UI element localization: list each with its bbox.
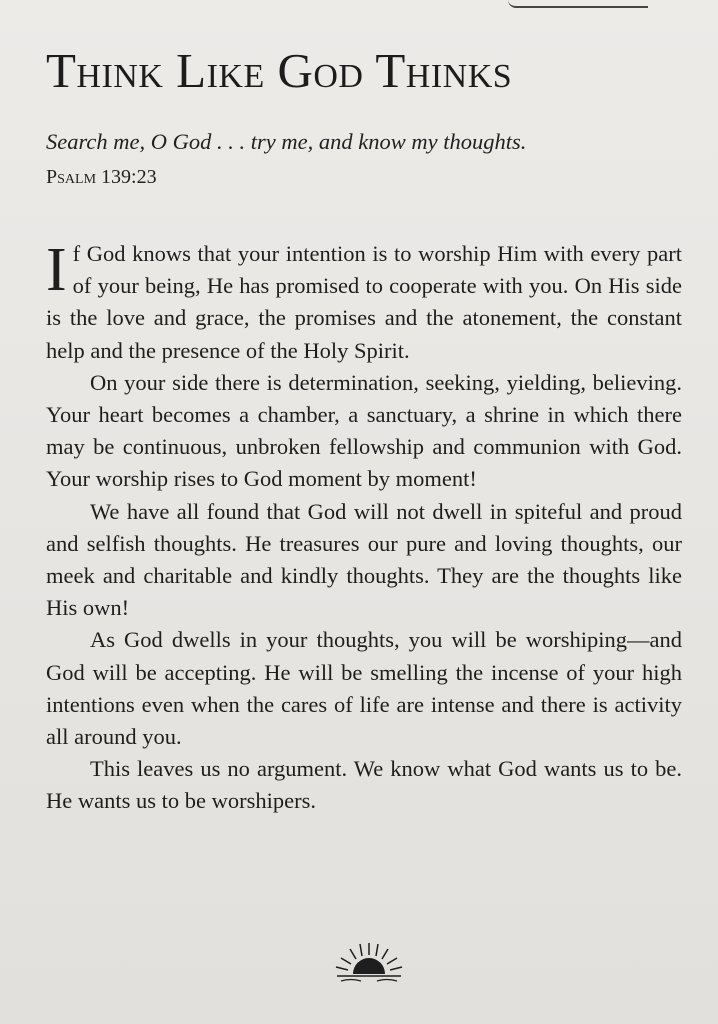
epigraph-citation: Psalm 139:23 — [46, 166, 157, 188]
rising-sun-icon — [331, 938, 407, 984]
page-title: Think Like God Thinks — [46, 43, 513, 98]
devotional-body — [46, 238, 682, 818]
paragraph-1 — [46, 238, 682, 367]
paragraph-3: We have all found that God will not dwell in spiteful and proud and selfish thoughts. He treasures our pure and loving thoughts, our meek and charitable and kindly thoughts. They are the thoughts like His own! — [46, 498, 682, 621]
paragraph-5: This leaves us no argument. We know what God wants us to be. He wants us to be worshipers. — [46, 756, 682, 814]
epigraph-quote: Search me, O God . . . try me, and know my thoughts. — [46, 129, 527, 154]
paragraph-1-text: f God knows that your intention is to worship Him with every part of your being, He has promised to cooperate with you. On His side is the love and grace, the promises and the atonement, the constant help and the presence of the Holy Spirit. — [46, 241, 682, 363]
paragraph-4: As God dwells in your thoughts, you will be worshiping—and God will be accepting. He will be smelling the incense of your high intentions even when the cares of life are intense and there is activity all around you. — [46, 627, 682, 750]
page-curl-edge — [508, 0, 648, 8]
paragraph-2: On your side there is determination, seeking, yielding, believing. Your heart becomes a chamber, a sanctuary, a shrine in which there may be continuous, unbroken fellowship and communion with God. Your worship rises to God moment by moment! — [46, 369, 682, 492]
drop-cap: I — [46, 236, 67, 304]
